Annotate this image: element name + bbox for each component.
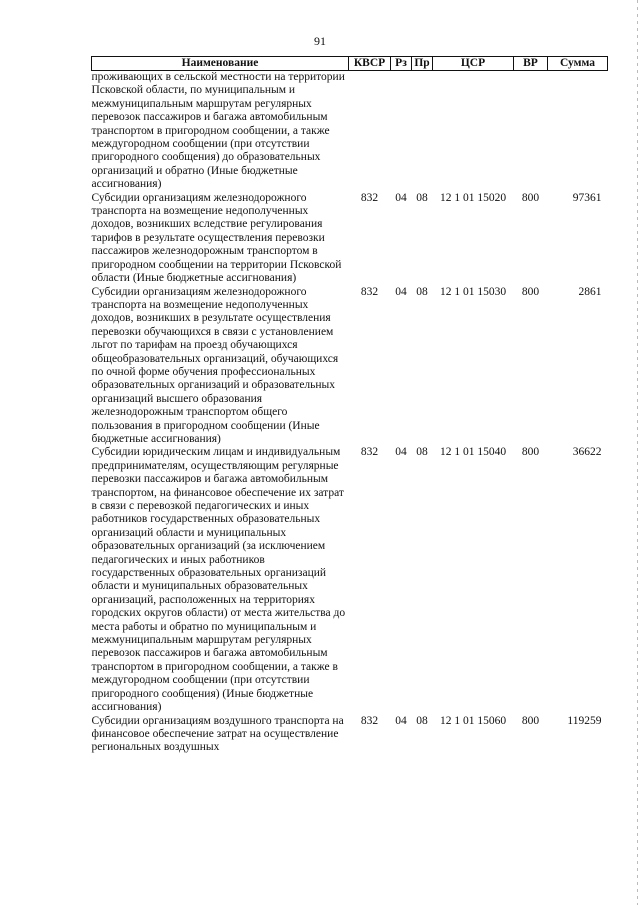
page-edge (637, 0, 638, 905)
row-rz: 04 (395, 446, 407, 459)
row-sum: 119259 (567, 714, 602, 727)
header-vr: ВР (514, 57, 548, 71)
row-rz: 04 (395, 191, 407, 204)
row-rz (391, 71, 412, 192)
row-vr: 800 (521, 191, 540, 204)
header-name: Наименование (92, 57, 349, 71)
row-kvsr: 832 (360, 191, 379, 204)
row-rz: 04 (395, 285, 407, 298)
row-csr: 12 1 01 15060 (439, 714, 507, 727)
row-kvsr (349, 71, 391, 192)
row-sum (548, 71, 608, 192)
row-vr (514, 71, 548, 192)
table-row (92, 715, 608, 755)
header-pr: Пр (412, 57, 433, 71)
row-kvsr: 832 (360, 446, 379, 459)
page-number: 91 (314, 34, 326, 48)
row-sum: 97361 (572, 191, 602, 204)
table-row (92, 446, 608, 714)
header-kvsr: КВСР (349, 57, 391, 71)
row-csr (433, 71, 514, 192)
row-pr (412, 71, 433, 192)
row-sum: 36622 (572, 446, 602, 459)
table-header-row (92, 57, 608, 71)
header-sum: Сумма (548, 57, 608, 71)
row-name: Субсидии юридическим лицам и индивидуальным предпринимателям, осуществляющим регулярные перевозки пассажиров и багажа автомобильным транспортом, на финансовое обеспечение их затрат в связи с перевозкой педагогических и иных работников государственных образовательных организаций области и муниципальных образовательных организаций (за исключением педагогических и иных работников государственных образовательных организаций области и муниципальных образовательных организаций, расположенных на территориях городских округов области) от места жительства до места работы и обратно по муниципальным и межмуниципальным маршрутам регулярных перевозок пассажиров и багажа автомобильным транспортом в пригородном сообщении, а также в междугородном сообщении (при отсутствии пригородного сообщения) (Иные бюджетные ассигнования) (91, 446, 346, 714)
row-vr: 800 (521, 714, 540, 727)
row-csr: 12 1 01 15020 (439, 191, 507, 204)
row-pr: 08 (416, 714, 428, 727)
row-name: проживающих в сельской местности на территории Псковской области, по муниципальным и межмуниципальным маршрутам регулярных перевозок пассажиров и багажа автомобильным транспортом в пригородном сообщении, а также междугородном сообщении (при отсутствии пригородного сообщения) до образовательных организаций и обратно (Иные бюджетные ассигнования) (91, 71, 345, 191)
row-kvsr: 832 (360, 714, 379, 727)
header-rz: Рз (391, 57, 412, 71)
header-csr: ЦСР (433, 57, 514, 71)
row-csr: 12 1 01 15030 (439, 285, 507, 298)
row-name: Субсидии организациям железнодорожного транспорта на возмещение недополученных доходов, возникших вследствие регулирования тарифов в результате осуществления перевозки пассажиров железнодорожным транспортом в пригородном сообщении на территории Псковской области (Иные бюджетные ассигнования) (91, 191, 342, 285)
table-row (92, 192, 608, 286)
row-name: Субсидии организациям воздушного транспорта на финансовое обеспечение затрат на осуществление региональных воздушных (91, 714, 344, 754)
table-row (92, 71, 608, 192)
row-name: Субсидии организациям железнодорожного транспорта на возмещение недополученных доходов, возникших в результате осуществления перевозки обучающихся в связи с установлением льгот по тарифам на проезд обучающихся общеобразовательных организаций, обучающихся по очной форме обучения профессиональных образовательных организаций и образовательных организаций высшего образования железнодорожным транспортом общего пользования в пригородном сообщении (Иные бюджетные ассигнования) (91, 285, 339, 445)
row-csr: 12 1 01 15040 (439, 446, 507, 459)
row-sum: 2861 (578, 285, 602, 298)
row-kvsr: 832 (360, 285, 379, 298)
row-vr: 800 (521, 285, 540, 298)
row-vr: 800 (521, 446, 540, 459)
budget-table (91, 56, 608, 755)
row-rz: 04 (395, 714, 407, 727)
table-row (92, 286, 608, 447)
row-pr: 08 (416, 446, 428, 459)
row-pr: 08 (416, 191, 428, 204)
row-pr: 08 (416, 285, 428, 298)
